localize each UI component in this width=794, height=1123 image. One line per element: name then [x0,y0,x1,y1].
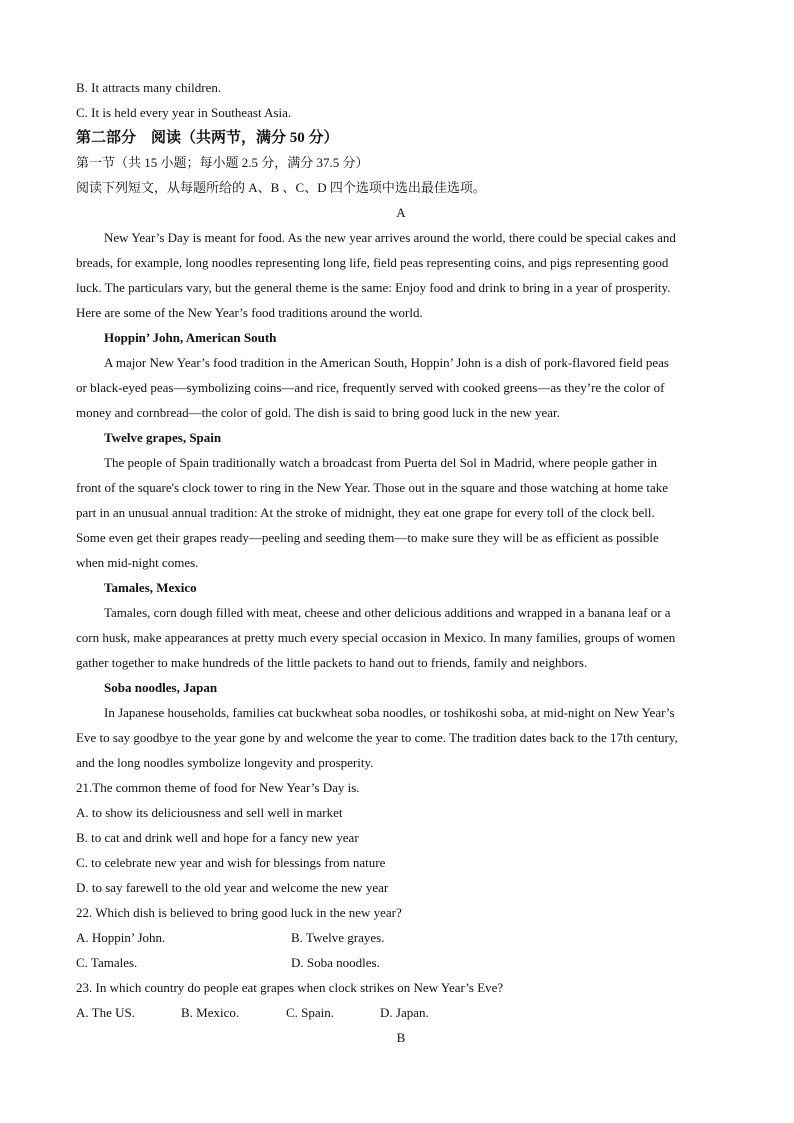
paragraph-line: when mid-night comes. [76,555,199,570]
q22-option-d: D. Soba noodles. [291,955,380,970]
intro-line: Here are some of the New Year’s food traditions around the world. [76,305,423,320]
q22-option-b: B. Twelve grayes. [291,930,385,945]
section-title: 第二部分 阅读（共两节，满分 50 分） [76,130,339,146]
section-subtitle: 第一节（共 15 小题；每小题 2.5 分，满分 37.5 分） [76,155,369,170]
passage-letter-a: A [396,205,406,220]
q23-options [76,1003,726,1028]
question-21-stem: 21.The common theme of food for New Year’s Day is. [76,780,360,795]
heading-tamales: Tamales, Mexico [104,580,197,595]
paragraph-line: Some even get their grapes ready—peeling and seeding them—to make sure they will be as efficient as possible [76,530,659,545]
paragraph-line: The people of Spain traditionally watch a broadcast from Puerta del Sol in Madrid, where people gather in [104,455,658,470]
q22-option-a: A. Hoppin’ John. [76,930,166,945]
paragraph-line: A major New Year’s food tradition in the American South, Hoppin’ John is a dish of pork-flavored field peas [104,355,669,370]
heading-soba: Soba noodles, Japan [104,680,218,695]
paragraph-line: money and cornbread—the color of gold. The dish is said to bring good luck in the new year. [76,405,560,420]
q22-options-row2 [76,953,726,978]
paragraph-line: Tamales, corn dough filled with meat, cheese and other delicious additions and wrapped in a banana leaf or a [104,605,671,620]
paragraph-line: part in an unusual annual tradition: At the stroke of midnight, they eat one grape for every toll of the clock bell. [76,505,655,520]
q23-option-a: A. The US. [76,1005,135,1020]
prev-option-b: B. It attracts many children. [76,80,222,95]
question-22-stem: 22. Which dish is believed to bring good luck in the new year? [76,905,402,920]
q21-option-b: B. to cat and drink well and hope for a fancy new year [76,830,359,845]
q21-option-a: A. to show its deliciousness and sell well in market [76,805,343,820]
paragraph-line: front of the square's clock tower to ring in the New Year. Those out in the square and those watching at home take [76,480,669,495]
exam-page [76,78,726,1053]
question-23-stem: 23. In which country do people eat grapes when clock strikes on New Year’s Eve? [76,980,504,995]
q23-option-b: B. Mexico. [181,1005,240,1020]
q21-option-c: C. to celebrate new year and wish for blessings from nature [76,855,386,870]
q23-option-d: D. Japan. [380,1005,429,1020]
intro-line: breads, for example, long noodles representing long life, field peas representing coins, and pigs representing good [76,255,669,270]
passage-letter-b: B [396,1030,406,1045]
prev-option-c: C. It is held every year in Southeast Asia. [76,105,292,120]
intro-line: New Year’s Day is meant for food. As the new year arrives around the world, there could be special cakes and [104,230,676,245]
intro-line: luck. The particulars vary, but the general theme is the same: Enjoy food and drink to bring in a year of prosperity. [76,280,671,295]
q22-options-row1 [76,928,726,953]
q22-option-c: C. Tamales. [76,955,138,970]
paragraph-line: corn husk, make appearances at pretty much every special occasion in Mexico. In many families, groups of women [76,630,676,645]
paragraph-line: In Japanese households, families cat buckwheat soba noodles, or toshikoshi soba, at mid-night on New Year’s [104,705,675,720]
heading-twelve-grapes: Twelve grapes, Spain [104,430,222,445]
section-instructions: 阅读下列短文，从每题所给的 A、B 、C、D 四个选项中选出最佳选项。 [76,180,486,195]
paragraph-line: and the long noodles symbolize longevity and prosperity. [76,755,374,770]
paragraph-line: or black-eyed peas—symbolizing coins—and rice, frequently served with cooked greens—as they’re the color of [76,380,665,395]
paragraph-line: gather together to make hundreds of the little packets to hand out to friends, family and neighbors. [76,655,588,670]
q21-option-d: D. to say farewell to the old year and welcome the new year [76,880,389,895]
heading-hoppin-john: Hoppin’ John, American South [104,330,277,345]
paragraph-line: Eve to say goodbye to the year gone by and welcome the year to come. The tradition dates back to the 17th century, [76,730,678,745]
q23-option-c: C. Spain. [286,1005,335,1020]
